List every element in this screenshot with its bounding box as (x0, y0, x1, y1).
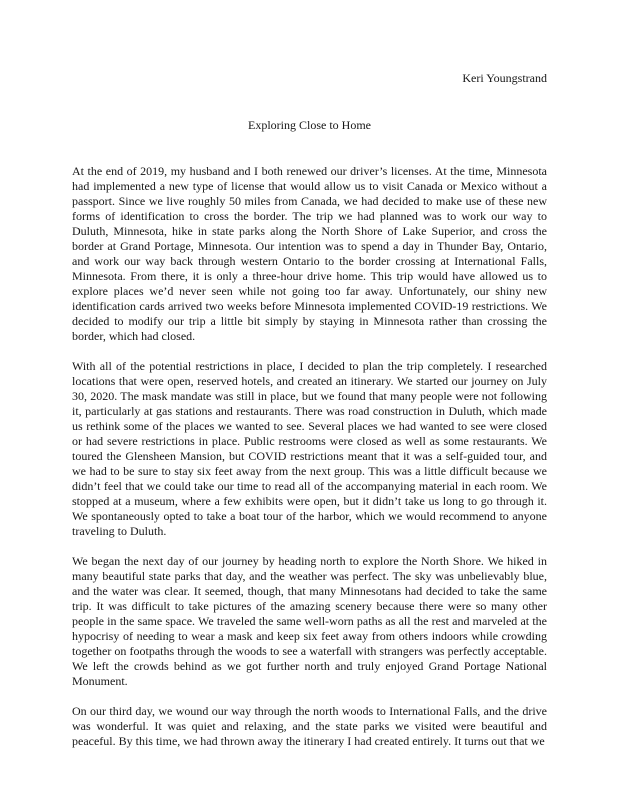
body-paragraph: On our third day, we wound our way through the north woods to International Falls, and the drive was wonderful. It was quiet and relaxing, and the state parks we visited were beautiful and peaceful. By this time, we had thrown away the itinerary I had created entirely. It turns out that we (72, 704, 547, 748)
document-title: Exploring Close to Home (248, 118, 371, 132)
document-content (72, 71, 547, 749)
author-byline: Keri Youngstrand (462, 71, 547, 85)
body-paragraph: With all of the potential restrictions in place, I decided to plan the trip completely. I researched locations that were open, reserved hotels, and created an itinerary. We started our journey on July 30, 2020. The mask mandate was still in place, but we found that many people were not following it, particularly at gas stations and restaurants. There was road construction in Duluth, which made us rethink some of the places we wanted to see. Several places we had wanted to see were closed or had severe restrictions in place. Public restrooms were closed as well as some restaurants. We toured the Glensheen Mansion, but COVID restrictions meant that it was a self-guided tour, and we had to be sure to stay six feet away from the next group. This was a little difficult because we didn’t feel that we could take our time to read all of the accompanying material in each room. We stopped at a museum, where a few exhibits were open, but it didn’t take us long to go through it. We spontaneously opted to take a boat tour of the harbor, which we would recommend to anyone traveling to Duluth. (72, 359, 547, 538)
body-paragraph: At the end of 2019, my husband and I both renewed our driver’s licenses. At the time, Minnesota had implemented a new type of license that would allow us to visit Canada or Mexico without a passport. Since we live roughly 50 miles from Canada, we had decided to make use of these new forms of identification to cross the border. The trip we had planned was to work our way to Duluth, Minnesota, hike in state parks along the North Shore of Lake Superior, and cross the border at Grand Portage, Minnesota. Our intention was to spend a day in Thunder Bay, Ontario, and work our way back through western Ontario to the border crossing at International Falls, Minnesota. From there, it is only a three-hour drive home. This trip would have allowed us to explore places we’d never seen while not going too far away. Unfortunately, our shiny new identification cards arrived two weeks before Minnesota implemented COVID-19 restrictions. We decided to modify our trip a little bit simply by staying in Minnesota rather than crossing the border, which had closed. (72, 164, 547, 343)
body-paragraph: We began the next day of our journey by heading north to explore the North Shore. We hiked in many beautiful state parks that day, and the weather was perfect. The sky was unbelievably blue, and the water was clear. It seemed, though, that many Minnesotans had decided to take the same trip. It was difficult to take pictures of the amazing scenery because there were so many other people in the same space. We traveled the same well-worn paths as all the rest and marveled at the hypocrisy of needing to wear a mask and keep six feet away from others indoors while crowding together on footpaths through the woods to see a waterfall with strangers was perfectly acceptable. We left the crowds behind as we got further north and truly enjoyed Grand Portage National Monument. (72, 554, 547, 688)
